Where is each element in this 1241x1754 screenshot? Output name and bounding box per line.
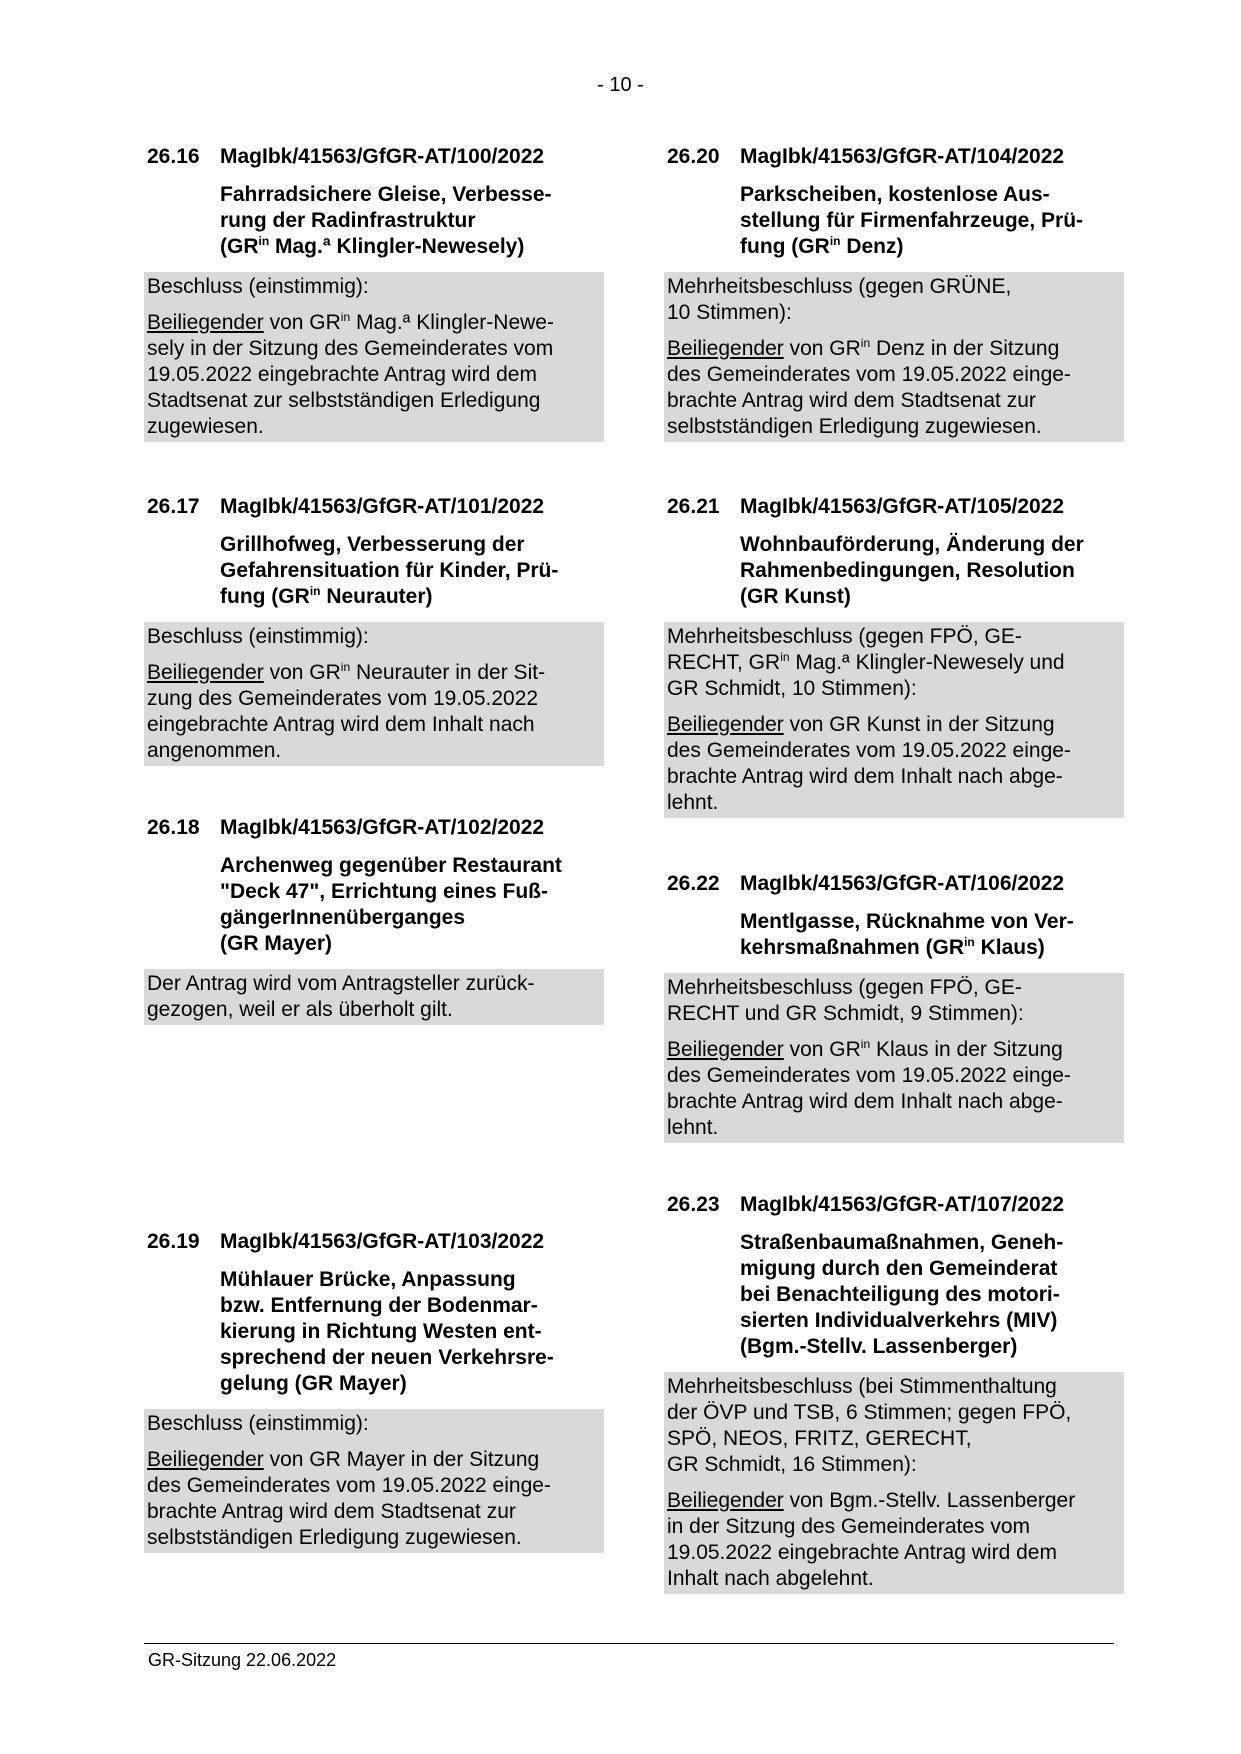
decision-label xyxy=(147,274,601,300)
item-number: 26.16 xyxy=(147,145,200,168)
gender-suffix-superscript: in xyxy=(780,650,790,664)
underlined-term: Beiliegender xyxy=(667,1489,784,1512)
item-reference: MagIbk/41563/GfGR-AT/101/2022 xyxy=(220,495,545,518)
text-line: des Gemeinderates vom 19.05.2022 einge- xyxy=(667,739,1071,762)
resolution-box xyxy=(144,622,604,766)
title-line: (Bgm.-Stellv. Lassenberger) xyxy=(740,1335,1018,1358)
text-line: Beiliegender von $GR^{in}$ Denz in der Sitzung xyxy=(667,336,1060,360)
resolution-box xyxy=(664,272,1124,442)
text-line: GR Schmidt, 10 Stimmen): xyxy=(667,677,917,700)
decision-text xyxy=(667,1037,1121,1141)
text-line: brachte Antrag wird dem Stadtsenat zur xyxy=(667,389,1036,412)
title-line: ($GR^{in}$ Mag.ª Klingler-Newesely) xyxy=(220,234,525,258)
item-heading xyxy=(664,494,1124,520)
underlined-term: Beiliegender xyxy=(667,1038,784,1061)
item-number: 26.18 xyxy=(147,816,200,839)
underlined-term: Beiliegender xyxy=(667,337,784,360)
text-line: gezogen, weil er als überholt gilt. xyxy=(147,998,453,1021)
item-reference: MagIbk/41563/GfGR-AT/104/2022 xyxy=(740,145,1065,168)
item-number: 26.22 xyxy=(667,872,720,895)
agenda-item xyxy=(144,494,604,766)
title-line: kierung in Richtung Westen ent- xyxy=(220,1320,542,1343)
text-line: GR Schmidt, 16 Stimmen): xyxy=(667,1453,917,1476)
item-heading xyxy=(664,871,1124,897)
text-line: lehnt. xyxy=(667,791,719,814)
text-line: zugewiesen. xyxy=(147,415,264,438)
title-line: migung durch den Gemeinderat xyxy=(740,1257,1058,1280)
text-line: Beschluss (einstimmig): xyxy=(147,275,369,298)
text-line: lehnt. xyxy=(667,1116,719,1139)
title-line: Wohnbauförderung, Änderung der xyxy=(740,533,1084,556)
decision-text xyxy=(667,336,1121,440)
underlined-term: Beiliegender xyxy=(667,713,784,736)
text-line: Inhalt nach abgelehnt. xyxy=(667,1567,874,1590)
agenda-item xyxy=(144,144,604,442)
title-line: "Deck 47", Errichtung eines Fuß- xyxy=(220,880,548,903)
text-line: Mehrheitsbeschluss (bei Stimmenthaltung xyxy=(667,1375,1057,1398)
title-line: kehrsmaßnahmen ($GR^{in}$ Klaus) xyxy=(740,935,1045,959)
item-title xyxy=(220,1267,604,1397)
item-title xyxy=(220,853,604,957)
decision-text xyxy=(667,1488,1121,1592)
item-title xyxy=(220,182,604,260)
item-title xyxy=(740,532,1124,610)
decision-label xyxy=(147,624,601,650)
title-line: Fahrradsichere Gleise, Verbesse- xyxy=(220,183,552,206)
title-line: bei Benachteiligung des motori- xyxy=(740,1283,1060,1306)
text-line: 19.05.2022 eingebrachte Antrag wird dem xyxy=(147,363,537,386)
title-line: Parkscheiben, kostenlose Aus- xyxy=(740,183,1050,206)
decision-label xyxy=(667,1374,1121,1478)
gender-suffix-superscript: in xyxy=(860,336,871,350)
resolution-box xyxy=(144,1409,604,1553)
title-line: sprechend der neuen Verkehrsre- xyxy=(220,1346,554,1369)
decision-text xyxy=(147,1447,601,1551)
title-line: Straßenbaumaßnahmen, Geneh- xyxy=(740,1231,1064,1254)
decision-label xyxy=(147,1411,601,1437)
title-line: fung ($GR^{in}$ Denz) xyxy=(740,234,904,258)
gender-suffix-superscript: in xyxy=(340,660,351,674)
title-line: Archenweg gegenüber Restaurant xyxy=(220,854,562,877)
text-line: eingebrachte Antrag wird dem Inhalt nach xyxy=(147,713,535,736)
underlined-term: Beiliegender xyxy=(147,1448,264,1471)
text-line: Beiliegender von $GR^{in}$ Mag.ª Klingler-Newe- xyxy=(147,310,554,334)
text-line: sely in der Sitzung des Gemeinderates vom xyxy=(147,337,554,360)
title-line: sierten Individualverkehrs (MIV) xyxy=(740,1309,1058,1332)
title-line: bzw. Entfernung der Bodenmar- xyxy=(220,1294,538,1317)
item-heading xyxy=(144,144,604,170)
item-title xyxy=(740,909,1124,961)
text-line: 10 Stimmen): xyxy=(667,301,792,324)
agenda-item xyxy=(144,815,604,1025)
decision-text xyxy=(147,660,601,764)
item-number: 26.19 xyxy=(147,1230,200,1253)
decision-label xyxy=(667,274,1121,326)
item-number: 26.23 xyxy=(667,1193,720,1216)
text-line: Beiliegender von GR Mayer in der Sitzung xyxy=(147,1448,540,1471)
text-line: Beiliegender von $GR^{in}$ Klaus in der Sitzung xyxy=(667,1037,1063,1061)
text-line: Beiliegender von $GR^{in}$ Neurauter in der Sit- xyxy=(147,660,546,684)
item-heading xyxy=(144,494,604,520)
gender-suffix-superscript: in xyxy=(829,234,841,248)
text-line: des Gemeinderates vom 19.05.2022 einge- xyxy=(147,1474,551,1497)
text-line: der ÖVP und TSB, 6 Stimmen; gegen FPÖ, xyxy=(667,1401,1072,1424)
gender-suffix-superscript: in xyxy=(964,935,975,949)
title-line: Gefahrensituation für Kinder, Prü- xyxy=(220,559,559,582)
text-line: Beiliegender von GR Kunst in der Sitzung xyxy=(667,713,1055,736)
decision-label xyxy=(667,975,1121,1027)
item-reference: MagIbk/41563/GfGR-AT/102/2022 xyxy=(220,816,545,839)
item-reference: MagIbk/41563/GfGR-AT/100/2022 xyxy=(220,145,545,168)
text-line: SPÖ, NEOS, FRITZ, GERECHT, xyxy=(667,1427,972,1450)
text-line: brachte Antrag wird dem Stadtsenat zur xyxy=(147,1500,516,1523)
item-heading xyxy=(144,815,604,841)
title-line: Mentlgasse, Rücknahme von Ver- xyxy=(740,910,1074,933)
resolution-box xyxy=(664,622,1124,818)
text-line: Stadtsenat zur selbstständigen Erledigung xyxy=(147,389,541,412)
agenda-item xyxy=(664,494,1124,818)
text-line: brachte Antrag wird dem Inhalt nach abge- xyxy=(667,765,1063,788)
title-line: Mühlauer Brücke, Anpassung xyxy=(220,1268,516,1291)
agenda-item xyxy=(664,871,1124,1143)
text-line: zung des Gemeinderates vom 19.05.2022 xyxy=(147,687,539,710)
text-line: Der Antrag wird vom Antragsteller zurück- xyxy=(147,972,535,995)
agenda-item xyxy=(144,1229,604,1553)
resolution-box xyxy=(664,973,1124,1143)
item-reference: MagIbk/41563/GfGR-AT/105/2022 xyxy=(740,495,1065,518)
text-line: selbstständigen Erledigung zugewiesen. xyxy=(667,415,1042,438)
title-line: Grillhofweg, Verbesserung der xyxy=(220,533,525,556)
text-line: selbstständigen Erledigung zugewiesen. xyxy=(147,1526,522,1549)
text-line: RECHT und GR Schmidt, 9 Stimmen): xyxy=(667,1002,1024,1025)
title-line: gängerInnenüberganges xyxy=(220,906,466,929)
resolution-box xyxy=(664,1372,1124,1594)
item-heading xyxy=(664,1192,1124,1218)
decision-text xyxy=(667,712,1121,816)
title-line: rung der Radinfrastruktur xyxy=(220,209,476,232)
underlined-term: Beiliegender xyxy=(147,661,264,684)
item-title xyxy=(740,1230,1124,1360)
text-line: brachte Antrag wird dem Inhalt nach abge- xyxy=(667,1090,1063,1113)
footer-text: GR-Sitzung 22.06.2022 xyxy=(148,1650,337,1670)
text-line: des Gemeinderates vom 19.05.2022 einge- xyxy=(667,1064,1071,1087)
text-line: RECHT, $GR^{in}$ Mag.ª Klingler-Newesely und xyxy=(667,650,1065,674)
text-line: in der Sitzung des Gemeinderates vom xyxy=(667,1515,1031,1538)
text-line: Mehrheitsbeschluss (gegen FPÖ, GE- xyxy=(667,976,1022,999)
item-title xyxy=(740,182,1124,260)
text-line: des Gemeinderates vom 19.05.2022 einge- xyxy=(667,363,1071,386)
title-line: gelung (GR Mayer) xyxy=(220,1372,407,1395)
item-reference: MagIbk/41563/GfGR-AT/107/2022 xyxy=(740,1193,1065,1216)
text-line: Mehrheitsbeschluss (gegen FPÖ, GE- xyxy=(667,625,1022,648)
agenda-item xyxy=(664,1192,1124,1594)
item-heading xyxy=(144,1229,604,1255)
decision-text xyxy=(147,971,601,1023)
item-number: 26.20 xyxy=(667,145,720,168)
text-line: Beiliegender von Bgm.-Stellv. Lassenberger xyxy=(667,1489,1076,1512)
item-title xyxy=(220,532,604,610)
resolution-box xyxy=(144,969,604,1025)
gender-suffix-superscript: in xyxy=(860,1037,871,1051)
title-line: Rahmenbedingungen, Resolution xyxy=(740,559,1075,582)
text-line: 19.05.2022 eingebrachte Antrag wird dem xyxy=(667,1541,1057,1564)
agenda-item xyxy=(664,144,1124,442)
gender-suffix-superscript: in xyxy=(340,310,351,324)
page-number: - 10 - xyxy=(597,74,644,96)
gender-suffix-superscript: in xyxy=(309,584,321,598)
gender-suffix-superscript: in xyxy=(258,234,270,248)
title-line: (GR Kunst) xyxy=(740,585,851,608)
title-line: stellung für Firmenfahrzeuge, Prü- xyxy=(740,209,1084,232)
item-heading xyxy=(664,144,1124,170)
title-line: fung ($GR^{in}$ Neurauter) xyxy=(220,584,433,608)
item-reference: MagIbk/41563/GfGR-AT/103/2022 xyxy=(220,1230,545,1253)
underlined-term: Beiliegender xyxy=(147,311,264,334)
resolution-box xyxy=(144,272,604,442)
item-number: 26.21 xyxy=(667,495,720,518)
text-line: Beschluss (einstimmig): xyxy=(147,625,369,648)
decision-text xyxy=(147,310,601,440)
item-number: 26.17 xyxy=(147,495,200,518)
text-line: Mehrheitsbeschluss (gegen GRÜNE, xyxy=(667,275,1012,298)
item-reference: MagIbk/41563/GfGR-AT/106/2022 xyxy=(740,872,1065,895)
text-line: Beschluss (einstimmig): xyxy=(147,1412,369,1435)
title-line: (GR Mayer) xyxy=(220,932,333,955)
text-line: angenommen. xyxy=(147,739,282,762)
decision-label xyxy=(667,624,1121,702)
footer-divider xyxy=(144,1643,1114,1644)
